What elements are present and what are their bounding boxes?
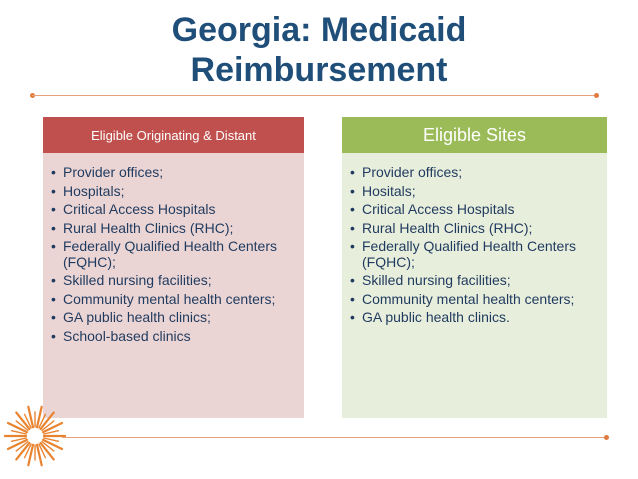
list-item <box>350 165 599 181</box>
bullet-icon: • <box>51 238 56 254</box>
list-item-text: Federally Qualified Health Centers (FQHC); <box>362 238 576 270</box>
bullet-icon: • <box>350 309 355 325</box>
top-rule-right-dot <box>594 93 599 98</box>
list-item-text: Community mental health centers; <box>63 290 276 307</box>
bullet-icon: • <box>51 290 56 307</box>
eligible-sites-body <box>342 153 607 418</box>
list-item <box>51 221 296 237</box>
list-item-text: Hospitals; <box>63 182 125 199</box>
list-item <box>350 239 599 270</box>
bullet-icon: • <box>350 238 355 254</box>
bullet-icon: • <box>51 201 56 217</box>
bottom-divider <box>62 437 607 438</box>
list-item-text: Rural Health Clinics (RHC); <box>362 219 533 236</box>
list-item <box>51 292 296 308</box>
bullet-icon: • <box>51 164 56 180</box>
bullet-icon: • <box>51 327 56 344</box>
list-item-text: Federally Qualified Health Centers (FQHC); <box>63 238 277 270</box>
eligible-sites-list <box>350 165 599 326</box>
bullet-icon: • <box>51 182 56 199</box>
list-item <box>51 202 296 218</box>
bullet-icon: • <box>51 272 56 288</box>
bullet-icon: • <box>350 272 355 288</box>
eligible-sites-panel <box>342 117 607 418</box>
list-item-text: Critical Access Hospitals <box>63 201 216 217</box>
top-divider <box>32 95 597 96</box>
list-item-text: Skilled nursing facilities; <box>63 272 212 288</box>
list-item-text: Rural Health Clinics (RHC); <box>63 219 234 236</box>
list-item-text: School-based clinics <box>63 327 191 344</box>
bottom-rule-dot <box>604 435 609 440</box>
originating-distant-list <box>51 165 296 344</box>
originating-distant-header: Eligible Originating & Distant <box>43 117 304 153</box>
eligible-sites-header: Eligible Sites <box>342 117 607 153</box>
bullet-icon: • <box>350 219 355 236</box>
list-item <box>350 310 599 326</box>
originating-distant-body <box>43 153 304 418</box>
list-item-text: GA public health clinics. <box>362 309 510 325</box>
list-item <box>51 184 296 200</box>
list-item <box>51 239 296 270</box>
title-line-2: Reimbursement <box>190 51 448 89</box>
list-item-text: Provider offices; <box>362 164 463 180</box>
sunburst-logo-icon <box>2 403 68 469</box>
list-item-text: Community mental health centers; <box>362 290 575 307</box>
list-item <box>51 273 296 289</box>
slide-title <box>0 10 638 90</box>
title-line-1: Georgia: Medicaid <box>171 11 467 49</box>
list-item <box>51 329 296 345</box>
list-item-text: Provider offices; <box>63 164 164 180</box>
list-item <box>51 165 296 181</box>
list-item <box>51 310 296 326</box>
bullet-icon: • <box>51 219 56 236</box>
bullet-icon: • <box>350 290 355 307</box>
list-item <box>350 202 599 218</box>
list-item <box>350 184 599 200</box>
originating-distant-panel <box>43 117 304 418</box>
bullet-icon: • <box>350 164 355 180</box>
bullet-icon: • <box>350 182 355 199</box>
bullet-icon: • <box>51 309 56 325</box>
list-item-text: Skilled nursing facilities; <box>362 272 511 288</box>
list-item <box>350 221 599 237</box>
list-item-text: Hositals; <box>362 182 416 199</box>
list-item <box>350 273 599 289</box>
bullet-icon: • <box>350 201 355 217</box>
list-item-text: Critical Access Hospitals <box>362 201 515 217</box>
list-item <box>350 292 599 308</box>
list-item-text: GA public health clinics; <box>63 309 211 325</box>
